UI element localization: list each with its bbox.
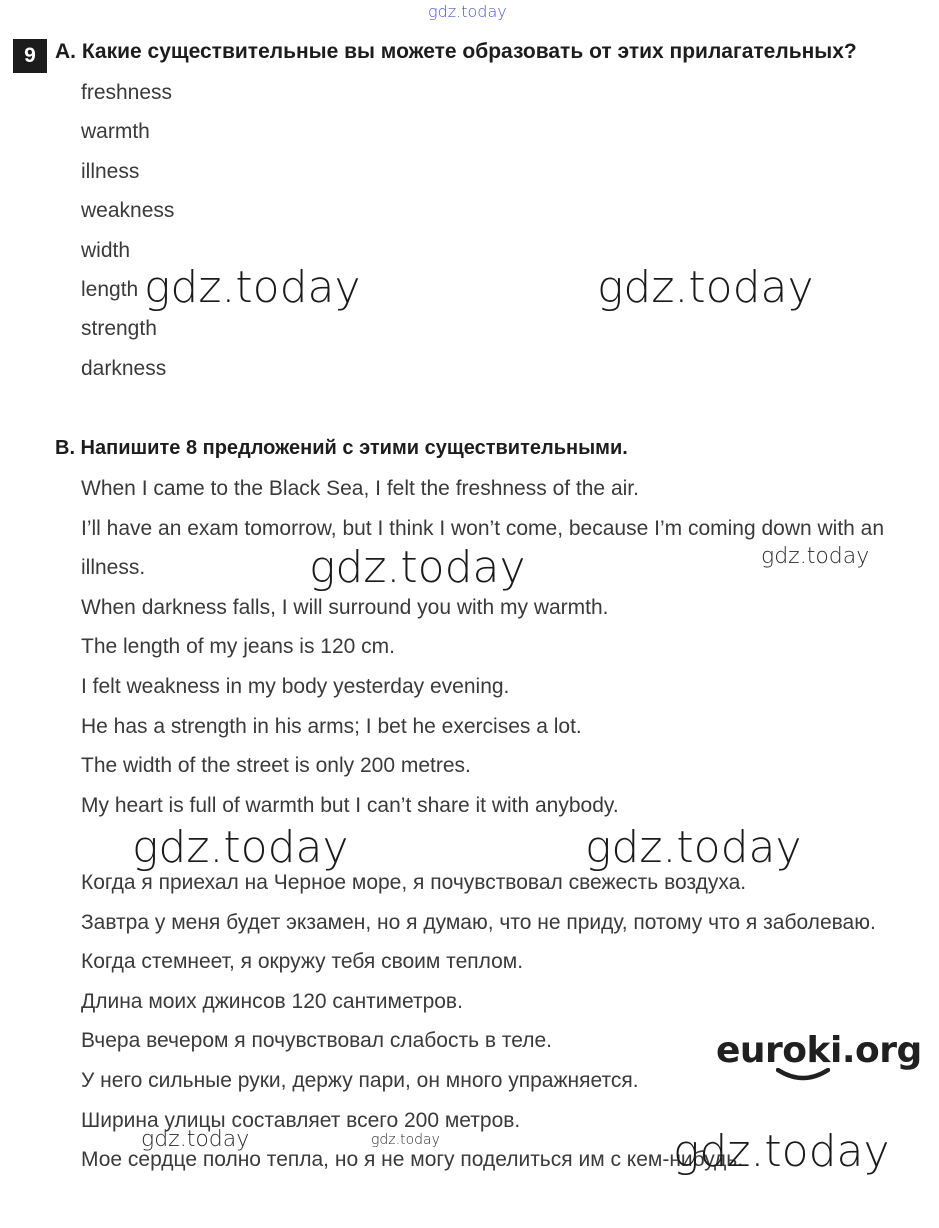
sentence: I’ll have an exam tomorrow, but I think I won’t come, because I’m coming down with an illness. (81, 516, 885, 580)
sentence: Завтра у меня будет экзамен, но я думаю, что не приду, потому что я заболеваю. (81, 910, 876, 934)
sentence: I felt weakness in my body yesterday evening. (81, 674, 510, 698)
logo-smile-icon (776, 1068, 830, 1082)
english-sentences (81, 469, 923, 825)
sentence: У него сильные руки, держу пари, он много упражняется. (81, 1068, 639, 1092)
list-item: warmth (81, 120, 150, 144)
sentence: Ширина улицы составляет всего 200 метров. (81, 1108, 521, 1132)
sentence: When darkness falls, I will surround you with my warmth. (81, 595, 609, 619)
sentence: My heart is full of warmth but I can’t share it with anybody. (81, 793, 619, 817)
sentence: The width of the street is only 200 metres. (81, 754, 471, 778)
watermark: gdz.today (144, 262, 361, 313)
watermark: gdz.today (371, 1132, 440, 1148)
sentence: Длина моих джинсов 120 сантиметров. (81, 989, 463, 1013)
sentence: The length of my jeans is 120 cm. (81, 635, 395, 659)
sentence: He has a strength in his arms; I bet he exercises a lot. (81, 714, 582, 738)
watermark: gdz.today (761, 544, 870, 569)
part-a-heading: A. Какие существительные вы можете образовать от этих прилагательных? (55, 40, 857, 63)
watermark: gdz.today (585, 822, 802, 873)
sentence: When I came to the Black Sea, I felt the freshness of the air. (81, 477, 639, 500)
list-item: strength (81, 317, 157, 341)
sentence: Когда стемнеет, я окружу тебя своим теплом. (81, 950, 524, 974)
list-item: freshness (81, 81, 173, 104)
list-item: weakness (81, 199, 175, 223)
list-item: illness (81, 159, 140, 183)
watermark: gdz.today (597, 262, 814, 313)
euroki-logo: euroki.org (716, 1030, 922, 1071)
list-item: length (81, 277, 139, 301)
list-item: darkness (81, 356, 167, 380)
watermark: gdz.today (141, 1127, 250, 1152)
exercise-number-badge: 9 (13, 39, 47, 73)
word-list (81, 78, 174, 393)
list-item: width (81, 238, 131, 262)
watermark: gdz.today (673, 1126, 890, 1177)
watermark: gdz.today (309, 542, 526, 593)
sentence: Вчера вечером я почувствовал слабость в теле. (81, 1029, 552, 1053)
sentence: Мое сердце полно тепла, но я не могу поделиться им с кем-нибудь. (81, 1148, 744, 1172)
sentence: Когда я приехал на Черное море, я почувствовал свежесть воздуха. (81, 871, 747, 894)
watermark: gdz.today (132, 822, 349, 873)
watermark-top: gdz.today (428, 2, 507, 21)
part-b-heading: B. Напишите 8 предложений с этими существительными. (55, 437, 628, 459)
